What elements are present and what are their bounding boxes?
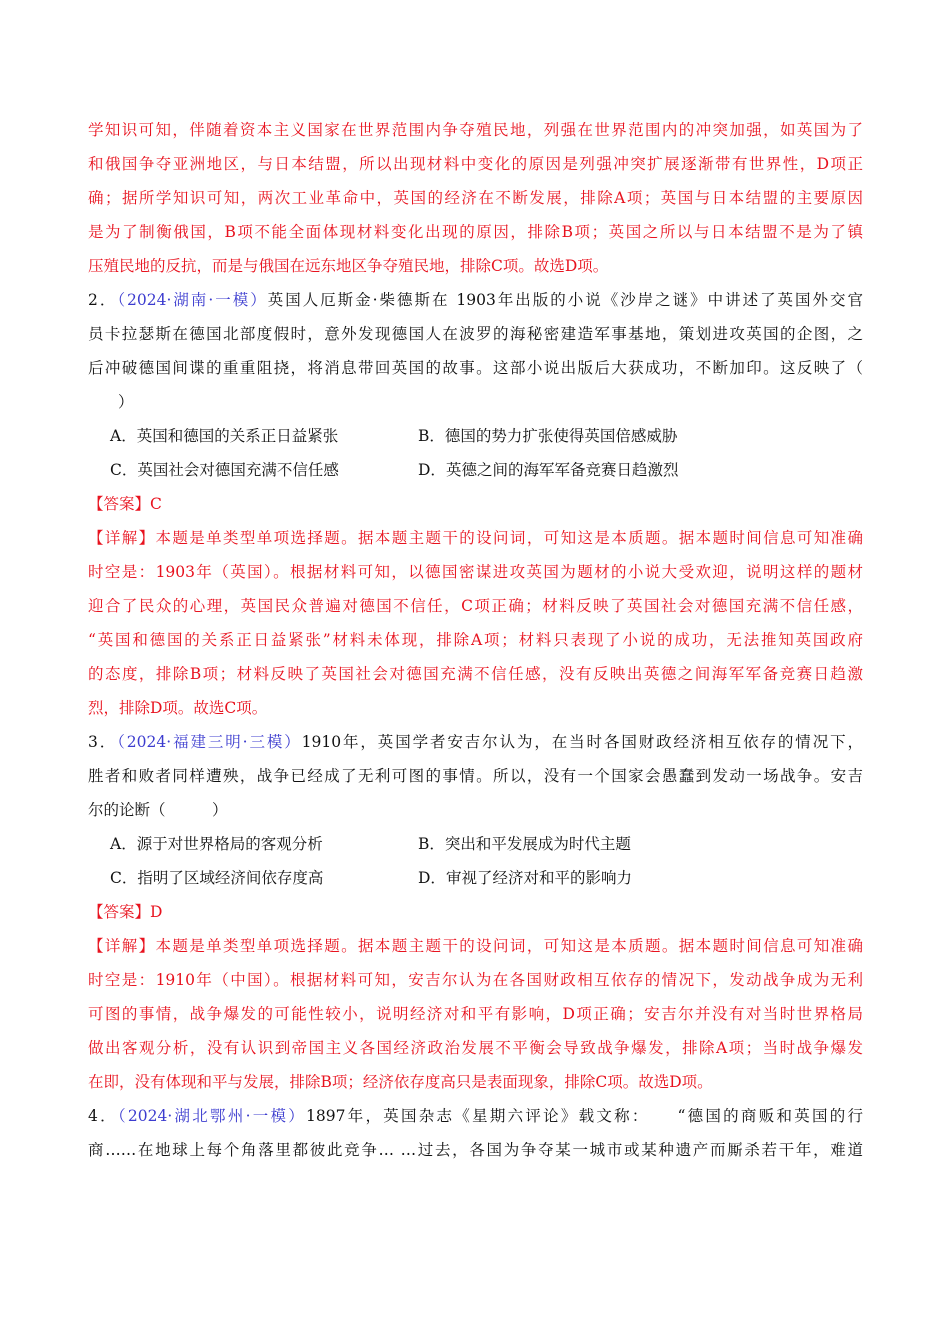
explanation-line: 学知识可知，伴随着资本主义国家在世界范围内争夺殖民地，列强在世界范围内的冲突加强，如英国为了 xyxy=(88,121,863,139)
explanation-line: “英国和德国的关系正日益紧张”材料未体现，排除A项；材料只表现了小说的成功，无法推知英国政府 xyxy=(88,631,863,649)
explanation-line: 【详解】本题是单类型单项选择题。据本题主题干的设问词，可知这是本质题。据本题时间信息可知准确 xyxy=(88,529,863,547)
question-stem-line: 胜者和败者同样遭殃，战争已经成了无利可图的事情。所以，没有一个国家会愚蠢到发动一场战争。安吉 xyxy=(88,767,863,785)
option-label: B． xyxy=(418,427,445,445)
explanation-label: 【详解】 xyxy=(88,529,156,547)
option-text: 指明了区域经济间依存度高 xyxy=(137,869,324,887)
answer-value: D xyxy=(150,903,163,921)
option-text: 英国社会对德国充满不信任感 xyxy=(137,461,339,479)
question-stem-line: 员卡拉瑟斯在德国北部度假时，意外发现德国人在波罗的海秘密建造军事基地，策划进攻英国的企图，之 xyxy=(88,325,863,343)
option-label: D． xyxy=(418,461,446,479)
document-page xyxy=(88,113,863,1167)
options-row xyxy=(88,827,863,861)
option-text: 源于对世界格局的客观分析 xyxy=(136,835,323,853)
question-number: 2． xyxy=(88,291,118,309)
answer-value: C xyxy=(150,495,162,513)
option-text: 审视了经济对和平的影响力 xyxy=(445,869,632,887)
option-label: A． xyxy=(110,427,137,445)
explanation-line: 时空是：1903年（英国）。根据材料可知，以德国密谋进攻英国为题材的小说大受欢迎，说明这样的题材 xyxy=(88,563,863,581)
option-c xyxy=(110,453,418,487)
options-row xyxy=(88,861,863,895)
option-d xyxy=(418,453,726,487)
question-stem: 1910年，英国学者安吉尔认为，在当时各国财政经济相互依存的情况下， xyxy=(301,733,863,751)
option-text: 英德之间的海军军备竞赛日趋激烈 xyxy=(445,461,679,479)
question-stem-line xyxy=(88,1099,863,1133)
explanation-line: 压殖民地的反抗，而是与俄国在远东地区争夺殖民地，排除C项。故选D项。 xyxy=(88,257,609,275)
option-label: C． xyxy=(110,461,138,479)
option-b xyxy=(418,827,726,861)
options-row xyxy=(88,419,863,453)
option-a xyxy=(110,419,418,453)
explanation-line: 【详解】本题是单类型单项选择题。据本题主题干的设问词，可知这是本质题。据本题时间信息可知准确 xyxy=(88,937,863,955)
question-stem-line: 商……在地球上每个角落里都彼此竞争… …过去，各国为争夺某一城市或某种遗产而厮杀若干年，难道 xyxy=(88,1141,863,1159)
option-d xyxy=(418,861,726,895)
question-stem-line xyxy=(88,283,863,317)
answer xyxy=(88,895,863,929)
question-number: 4． xyxy=(88,1107,118,1125)
explanation-line: 的态度，排除B项；材料反映了英国社会对德国充满不信任感，没有反映出英德之间海军军备竞赛日趋激 xyxy=(88,665,863,683)
explanation-line: 确；据所学知识可知，两次工业革命中，英国的经济在不断发展，排除A项；英国与日本结盟的主要原因 xyxy=(88,189,863,207)
options-row xyxy=(88,453,863,487)
explanation-line: 烈，排除D项。故选C项。 xyxy=(88,699,268,717)
answer-label: 【答案】 xyxy=(88,495,151,513)
explanation-line: 是为了制衡俄国，B项不能全面体现材料变化出现的原因，排除B项；英国之所以与日本结盟不是为了镇 xyxy=(88,223,863,241)
option-a xyxy=(110,827,418,861)
question-stem-line: 尔的论断（ ） xyxy=(88,801,228,819)
q1-explanation xyxy=(88,113,863,283)
question-blank: ） xyxy=(118,393,134,411)
option-text: 突出和平发展成为时代主题 xyxy=(444,835,631,853)
option-label: A． xyxy=(110,835,137,853)
question-number: 3． xyxy=(88,733,118,751)
explanation-line: 做出客观分析，没有认识到帝国主义各国经济政治发展不平衡会导致战争爆发，排除A项；当时战争爆发 xyxy=(88,1039,863,1057)
question-stem: 1897年，英国杂志《星期六评论》载文称： “德国的商贩和英国的行 xyxy=(306,1107,863,1125)
explanation-label: 【详解】 xyxy=(88,937,156,955)
option-text: 德国的势力扩张使得英国倍感威胁 xyxy=(444,427,678,445)
question-stem-line: 后冲破德国间谍的重重阻挠，将消息带回英国的故事。这部小说出版后大获成功，不断加印。这反映了（ xyxy=(88,359,863,377)
explanation-line: 可图的事情，战争爆发的可能性较小，说明经济对和平有影响，D项正确；安吉尔并没有对当时世界格局 xyxy=(88,1005,863,1023)
explanation-line: 在即，没有体现和平与发展，排除B项；经济依存度高只是表面现象，排除C项。故选D项。 xyxy=(88,1073,713,1091)
answer xyxy=(88,487,863,521)
question-2 xyxy=(88,283,863,725)
question-source: （2024·福建三明·三模） xyxy=(117,733,302,751)
question-3 xyxy=(88,725,863,1099)
explanation-line: 迎合了民众的心理，英国民众普遍对德国不信任，C项正确；材料反映了英国社会对德国充满不信任感， xyxy=(88,597,863,615)
option-label: B． xyxy=(418,835,445,853)
question-stem-line xyxy=(88,725,863,759)
question-4 xyxy=(88,1099,863,1167)
option-c xyxy=(110,861,418,895)
option-b xyxy=(418,419,726,453)
question-source: （2024·湖北鄂州·一模） xyxy=(117,1107,307,1125)
option-text: 英国和德国的关系正日益紧张 xyxy=(136,427,339,445)
question-stem: 英国人厄斯金·柴德斯在 1903年出版的小说《沙岸之谜》中讲述了英国外交官 xyxy=(267,291,863,309)
option-label: C． xyxy=(110,869,138,887)
explanation-line: 和俄国争夺亚洲地区，与日本结盟，所以出现材料中变化的原因是列强冲突扩展逐渐带有世界性，D项正 xyxy=(88,155,863,173)
question-source: （2024·湖南·一模） xyxy=(117,291,268,309)
explanation-line: 时空是：1910年（中国）。根据材料可知，安吉尔认为在各国财政相互依存的情况下，发动战争成为无利 xyxy=(88,971,863,989)
answer-label: 【答案】 xyxy=(88,903,151,921)
option-label: D． xyxy=(418,869,446,887)
